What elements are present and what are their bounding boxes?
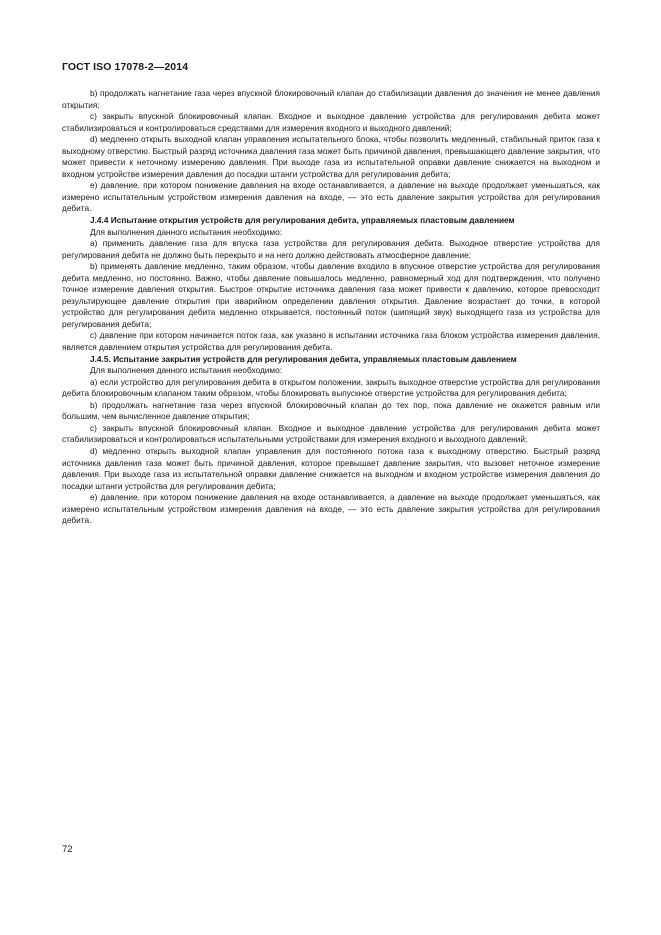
paragraph-e-closing-pressure-2: e) давление, при котором понижение давления на входе останавливается, а давление на выходе продолжает уменьшаться, как измерено испытательным устройством измерения давления на входе, — это есть давление закрытия устройства для регулирования дебита. (62, 492, 600, 526)
paragraph-c-close-inlet-valve: c) закрыть впускной блокировочный клапан. Входное и выходное давление устройства для регулирования дебита может стабилизироваться и контролироваться испытательными устройствами для измерения входного и выходного давлений; (62, 422, 600, 445)
paragraph-e-closing-pressure: e) давление, при котором понижение давления на входе останавливается, а давление на выходе продолжает уменьшаться, как измерено испытательным устройством измерения давления на входе, — это есть давление закрытия устройства для регулирования дебита. (62, 180, 600, 214)
paragraph-b-continue-injection: b) продолжать нагнетание газа через впускной блокировочный клапан до стабилизации давления до значения не менее давления открытия; (62, 88, 600, 110)
document-body (62, 88, 600, 527)
paragraph-d-open-control-valve: d) медленно открыть выходной клапан управления для постоянного потока газа к выходному отверстию. Быстрый разряд источника давления газа может быть причиной давления, которое превышает давление закрытия, что вызовет неточное измерение давления. При выходе газа из испытательной оправки давление снижается на выходном и входном устройстве измерения давления до посадки штанги устройства для регулирования дебита; (62, 445, 600, 491)
paragraph-b-apply-slowly: b) применять давление медленно, таким образом, чтобы давление входило в впускное отверстие устройства для регулирования дебита медленно, но постоянно. Важно, чтобы давление повышалось медленно, равномерный ход для подтверждения, что получено точное измерение давления открытия. Быстрое открытие источника давления газа может привести к давлению, которое превосходит результирующее давление открытия при аварийном определении давления открытия. Давление возрастает до точки, в которой устройство для регулирования дебита медленно открывается, постоянный поток (шипящий звук) выходящего газа из устройства для регулирования дебита; (62, 261, 600, 329)
paragraph-b-continue-until: b) продолжать нагнетание газа через впускной блокировочный клапан до тех пор, пока давление не окажется равным или большим, чем вычисленное давление открытия; (62, 399, 600, 422)
paragraph-d-open-outlet-valve: d) медленно открыть выходной клапан управления испытательного блока, чтобы позволить медленный, стабильный приток газа к выходному отверстию. Быстрый разряд источника давления газа может быть причиной давления, превышающего давление закрытия, что может привести к неточному измерению давления. При выходе газа из испытательной оправки давление снижается на выходном и входном устройстве измерения давления до посадки штанги устройства для регулирования дебита; (62, 134, 600, 179)
paragraph-intro-j45: Для выполнения данного испытания необходимо: (90, 365, 283, 376)
page-number: 72 (62, 844, 73, 855)
section-heading-j44: J.4.4 Испытание открытия устройств для регулирования дебита, управляемых пластовым давлением (90, 215, 515, 226)
paragraph-a-apply-pressure: a) применить давление газа для впуска газа устройства для регулирования дебита. Выходное отверстие устройства для регулирования дебита не должно быть перекрыто и на него должно действовать атмосферное давление; (62, 238, 600, 260)
section-heading-j45: J.4.5. Испытание закрытия устройств для регулирования дебита, управляемых пластовым давлением (90, 353, 517, 364)
paragraph-a-close-outlet: a) если устройство для регулирования дебита в открытом положении, закрыть выходное отверстие устройства для регулирования дебита блокировочным клапаном таким образом, чтобы блокировать выпускное отверстие устройства для регулирования дебита; (62, 376, 600, 399)
document-header: ГОСТ ISO 17078-2—2014 (62, 61, 189, 73)
paragraph-c-close-valve: c) закрыть впускной блокировочный клапан. Входное и выходное давление устройства для регулирования дебита может стабилизироваться и контролироваться средствами для измерения входного и выходного давлений; (62, 111, 600, 133)
paragraph-intro-j44: Для выполнения данного испытания необходимо: (90, 226, 283, 237)
paragraph-c-opening-pressure: c) давление при котором начинается поток газа, как указано в испытании источника газа блоком устройства измерения давления, является давлением открытия устройства для регулирования дебита. (62, 330, 600, 353)
